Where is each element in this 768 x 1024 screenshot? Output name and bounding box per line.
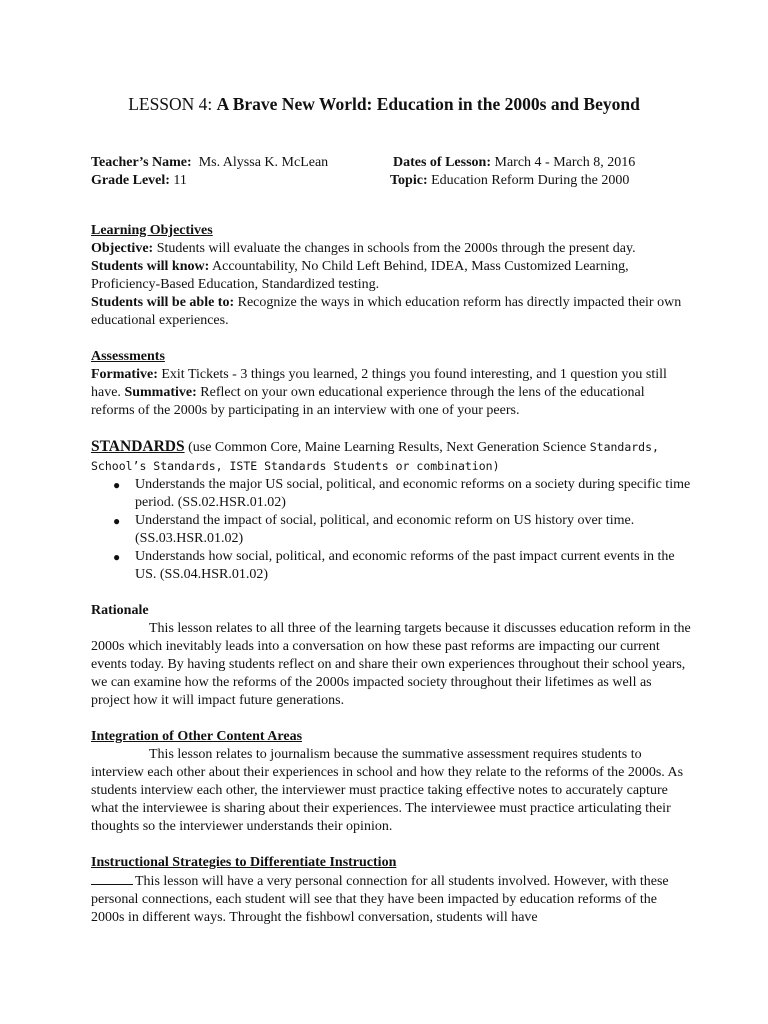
standards-heading: STANDARDS <box>91 438 185 455</box>
students-will-know-text: Accountability, No Child Left Behind, IDEA, Mass Customized Learning, Proficiency-Based Education, Standardized testing. <box>91 259 629 292</box>
teacher-name-label: Teacher’s Name: <box>91 155 192 170</box>
lesson-body <box>91 222 691 927</box>
strategies-text: This lesson will have a very personal connection for all students involved. However, with these personal connections, each student will see that they have been impacted by education reforms of the 2000s in different ways. Throught the fishbowl conversation, students will have <box>91 874 669 925</box>
grade-level-value: 11 <box>173 173 187 188</box>
objectives-heading: Learning Objectives <box>91 223 213 238</box>
rationale-heading: Rationale <box>91 603 149 618</box>
lesson-title-main: A Brave New World: Education in the 2000s and Beyond <box>216 94 640 114</box>
summative-label: Summative: <box>124 385 197 400</box>
teacher-name-value: Ms. Alyssa K. McLean <box>198 155 329 170</box>
topic-row <box>390 172 629 190</box>
standards-intro <box>91 438 691 476</box>
formative-text: Exit Tickets - 3 things you learned, 2 things you found interesting, and 1 question you still have. <box>91 367 667 400</box>
students-will-know-label: Students will know: <box>91 259 210 274</box>
objective-text: Students will evaluate the changes in schools from the 2000s through the present day. <box>156 241 636 256</box>
assessments-paragraph <box>91 366 691 420</box>
rationale-text: This lesson relates to all three of the learning targets because it discusses education reform in the 2000s which inevitably leads into a conversation on how these past reforms are impacting our current events today. By having students reflect on and share their own experiences throughout their school years, we can examine how the reforms of the 2000s impacted society throughout their lifetimes as well as project how it will impact future generations. <box>91 621 691 708</box>
topic-value: Education Reform During the 2000 <box>431 173 630 188</box>
lesson-title <box>0 93 768 115</box>
standards-list <box>91 476 691 584</box>
lesson-title-prefix: LESSON 4: <box>128 94 217 114</box>
integration-heading: Integration of Other Content Areas <box>91 729 303 744</box>
students-able-to-paragraph <box>91 294 691 330</box>
objective-label: Objective: <box>91 241 154 256</box>
standards-note-mono: Standards, School’s Standards, ISTE Standards Students or combination) <box>91 440 659 473</box>
objective-paragraph <box>91 240 691 258</box>
lesson-dates-label: Dates of Lesson: <box>393 155 491 170</box>
integration-text: This lesson relates to journalism because the summative assessment requires students to interview each other about their experiences in school and how they relate to the reforms of the 2000s. As students interview each other, the interviewer must practice taking effective notes to accurately capture what the interviewee is sharing about their experiences. The interviewee must practice articulating their thoughts so the interviewer understands their opinion. <box>91 747 684 834</box>
grade-level-row <box>91 172 187 190</box>
students-will-know-paragraph <box>91 258 691 294</box>
fill-in-blank-line <box>91 872 133 885</box>
summative-text: Reflect on your own educational experience through the lens of the educational reforms of the 2000s by participating in an interview with one of your peers. <box>91 385 645 418</box>
standard-item: ● Understands the major US social, political, and economic reforms on a society during specific time period. (SS.02.HSR.01.02) <box>91 476 691 512</box>
lesson-dates-value: March 4 - March 8, 2016 <box>494 155 636 170</box>
students-able-to-label: Students will be able to: <box>91 295 235 310</box>
standards-note-serif: (use Common Core, Maine Learning Results, Next Generation Science <box>188 440 587 455</box>
standard-item: ● Understand the impact of social, political, and economic reform on US history over time. (SS.03.HSR.01.02) <box>91 512 691 548</box>
lesson-dates-row <box>393 154 635 172</box>
topic-label: Topic: <box>390 173 428 188</box>
grade-level-label: Grade Level: <box>91 173 170 188</box>
strategies-paragraph <box>91 872 691 927</box>
standard-item: ● Understands how social, political, and economic reforms of the past impact current events in the US. (SS.04.HSR.01.02) <box>91 548 691 584</box>
students-able-to-text: Recognize the ways in which education reform has directly impacted their own educational experiences. <box>91 295 682 328</box>
formative-label: Formative: <box>91 367 158 382</box>
teacher-name-row <box>91 154 328 172</box>
strategies-heading: Instructional Strategies to Differentiate Instruction <box>91 855 397 870</box>
assessments-heading: Assessments <box>91 349 165 364</box>
